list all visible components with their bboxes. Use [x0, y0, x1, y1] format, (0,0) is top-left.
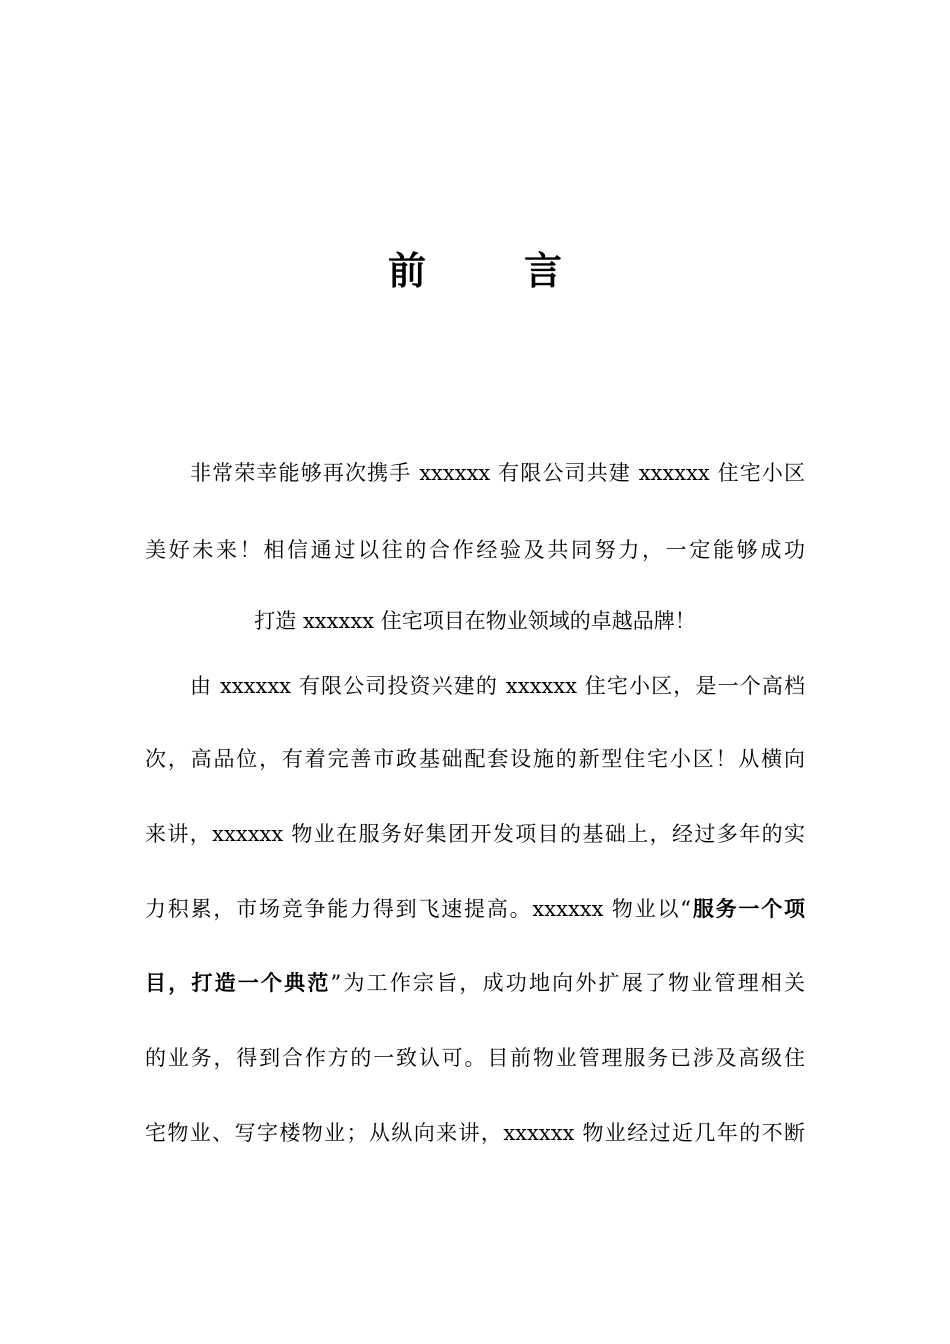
paragraph-line: 宅物业、写字楼物业；从纵向来讲，xxxxxx 物业经过近几年的不断 — [145, 1121, 805, 1145]
line-text: 力积累，市场竞争能力得到飞速提高。xxxxxx 物业以“ — [145, 897, 692, 921]
paragraph-line: 的业务，得到合作方的一致认可。目前物业管理服务已涉及高级住 — [145, 1046, 805, 1070]
paragraph-line: 来讲，xxxxxx 物业在服务好集团开发项目的基础上，经过多年的实 — [145, 822, 805, 846]
paragraph-line: 次，高品位，有着完善市政基础配套设施的新型住宅小区！从横向 — [145, 747, 805, 771]
line-text: ”为工作宗旨，成功地向外扩展了物业管理相关 — [330, 971, 806, 995]
emphasis-text: 服务一个项 — [691, 896, 805, 921]
paragraph-line: 由 xxxxxx 有限公司投资兴建的 xxxxxx 住宅小区，是一个高档 — [190, 674, 805, 698]
emphasis-text: 目，打造一个典范 — [145, 970, 331, 995]
page-title: 前 言 — [387, 249, 592, 293]
paragraph-line: 打造 xxxxxx 住宅项目在物业领域的卓越品牌！ — [254, 609, 696, 633]
paragraph-line: 美好未来！相信通过以往的合作经验及共同努力，一定能够成功 — [145, 538, 805, 562]
paragraph-line — [145, 895, 805, 923]
paragraph-line — [145, 969, 805, 997]
paragraph-line: 非常荣幸能够再次携手 xxxxxx 有限公司共建 xxxxxx 住宅小区 — [190, 461, 805, 485]
